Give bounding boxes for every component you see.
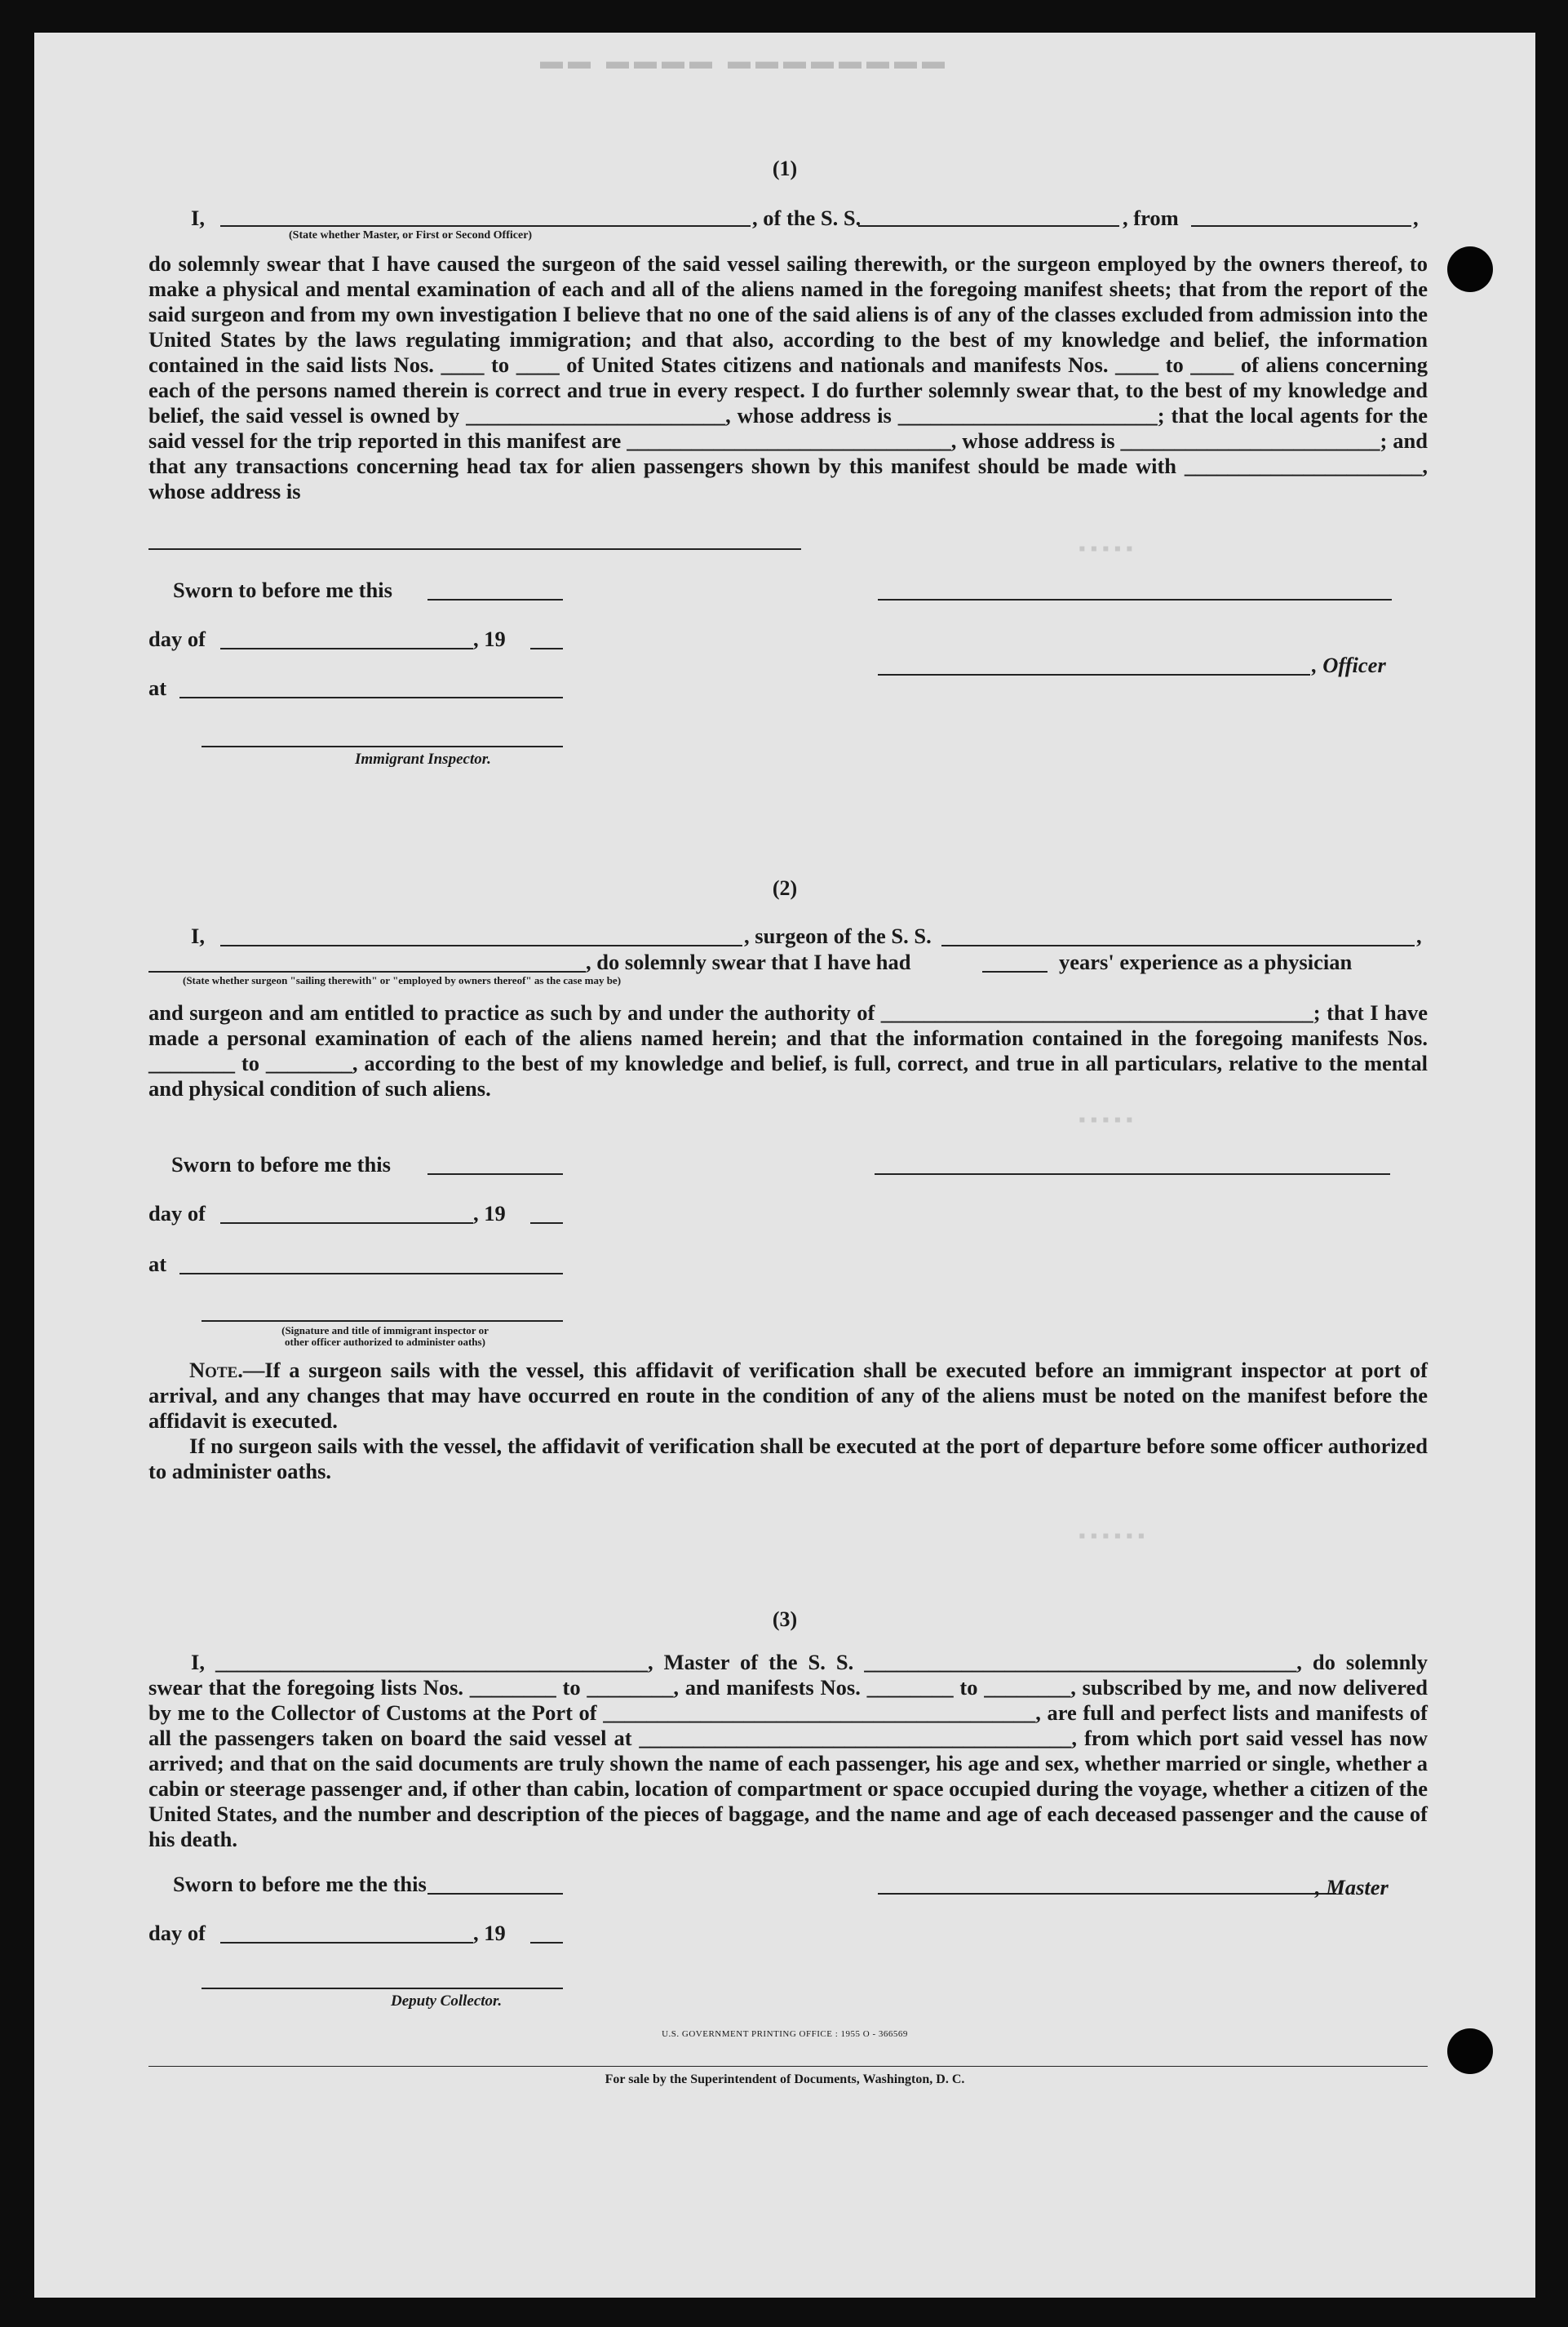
gpo-imprint: U.S. GOVERNMENT PRINTING OFFICE : 1955 O - 366569: [662, 2029, 908, 2039]
line-end-comma: ,: [1413, 206, 1419, 230]
sworn-label-2: Sworn to before me this: [171, 1152, 391, 1177]
collector-signature-field[interactable]: [202, 1988, 563, 1989]
note-text: —If a surgeon sails with the vessel, this affidavit of verification shall be executed before an immigrant inspector at port of arrival, and any changes that may have occurred en route in the condition of any of the aliens must be noted on the manifest before the affidavit is executed.: [148, 1358, 1428, 1433]
section-2-i-label: I,: [191, 924, 205, 948]
at-label-1: at: [148, 676, 167, 700]
note-label: Note.: [189, 1358, 243, 1382]
officer-note: (State whether Master, or First or Second Officer): [289, 229, 533, 242]
of-ss-label: , of the S. S.: [752, 206, 862, 230]
day-of-field-1[interactable]: [220, 648, 473, 649]
surgeon-signature-field[interactable]: [875, 1173, 1390, 1175]
year-label-1: , 19: [473, 627, 506, 651]
day-of-label-1: day of: [148, 627, 206, 651]
from-port-field[interactable]: [1191, 225, 1411, 227]
section-3-paragraph: I, ________________________________________, Master of the S. S. ________________________________________, do solemnly swear that the foregoing lists Nos. ________ to ________, and manifests Nos. ________ to ________, subscribed by me, and now delivered by me to the Collector of Customs at the Port of ________________________________________, are full and perfect lists and manifests of all the passengers taken on board the said vessel at ________________________________________, from which port said vessel has now arrived; and that on the said documents are truly shown the name of each passenger, his age and sex, whether married or single, whether a cabin or steerage passenger and, if other than cabin, location of compartment or space occupied during the voyage, whether a citizen of the United States, and the number and description of the pieces of baggage, and the name and age of each deceased passenger and the cause of his death.: [148, 1650, 1428, 1851]
year-label-3: , 19: [473, 1921, 506, 1945]
year-field-3[interactable]: [530, 1942, 563, 1944]
inspector-signature-field[interactable]: [202, 746, 563, 747]
immigrant-inspector-label: Immigrant Inspector.: [355, 751, 491, 768]
document-page: [34, 33, 1535, 2298]
year-label-2: , 19: [473, 1201, 506, 1226]
years-label: years' experience as a physician: [1059, 950, 1353, 974]
master-label: , Master: [1315, 1875, 1389, 1899]
footer-rule: [148, 2066, 1428, 2067]
for-sale-notice: For sale by the Superintendent of Documents, Washington, D. C.: [605, 2072, 965, 2086]
section-1-number: (1): [772, 157, 798, 180]
section-1-paragraph: do solemnly swear that I have caused the surgeon of the said vessel sailing therewith, or the surgeon employed by the owners thereof, to make a physical and mental examination of each and all of the aliens named in the foregoing manifest sheets; that from the report of the said surgeon and from my own investigation I believe that no one of the said aliens is of any of the classes excluded from admission into the United States by the laws regulating immigration; and that also, according to the best of my knowledge and belief, the information contained in the said lists Nos. ____ to ____ of United States citizens and nationals and manifests Nos. ____ to ____ of aliens concerning each of the persons named therein is correct and true in every respect. I do further solemnly swear that, to the best of my knowledge and belief, the said vessel is owned by ________________________, whose address is ________________________; that the local agents for the said vessel for the trip reported in this manifest are ______________________________, whose address is ________________________; and that any transactions concerning head tax for alien passengers shown by this manifest should be made with ______________________, whose address is: [148, 251, 1428, 503]
years-experience-field[interactable]: [982, 971, 1048, 973]
at-field-1[interactable]: [179, 697, 563, 698]
punch-hole: [1447, 246, 1493, 292]
section-1-i-label: I,: [191, 206, 205, 230]
day-of-label-3: day of: [148, 1921, 206, 1945]
deputy-collector-label: Deputy Collector.: [391, 1992, 503, 2010]
year-field-1[interactable]: [530, 648, 563, 649]
bleed-through-text: ▪ ▪ ▪ ▪ ▪: [1079, 539, 1133, 560]
from-label: , from: [1123, 206, 1179, 230]
surgeon-of-label: , surgeon of the S. S.: [744, 924, 932, 948]
year-field-2[interactable]: [530, 1222, 563, 1224]
bleed-through-text: ▪ ▪ ▪ ▪ ▪: [1079, 1110, 1133, 1131]
at-label-2: at: [148, 1252, 167, 1276]
inspector-signature-field-2[interactable]: [202, 1320, 563, 1322]
day-of-field-2[interactable]: [220, 1222, 473, 1224]
sworn-date-field-3[interactable]: [427, 1893, 563, 1895]
surgeon-ship-field[interactable]: [941, 945, 1415, 946]
officer-label: , Officer: [1312, 653, 1386, 677]
section-2-paragraph: and surgeon and am entitled to practice as such by and under the authority of ________________________________________; that I have made a personal examination of each of the aliens named herein; and that the information contained in the foregoing manifests Nos. ________ to ________, according to the best of my knowledge and belief, is full, correct, and true in all particulars, relative to the mental and physical condition of such aliens.: [148, 1000, 1428, 1101]
signature-note-2: other officer authorized to administer oaths): [285, 1336, 485, 1348]
day-of-field-3[interactable]: [220, 1942, 473, 1944]
day-of-label-2: day of: [148, 1201, 206, 1226]
master-signature-field[interactable]: [878, 1893, 1336, 1895]
ship-name-field[interactable]: [858, 225, 1119, 227]
sworn-label-3: Sworn to before me the this: [173, 1872, 427, 1896]
section-3-number: (3): [772, 1607, 798, 1631]
officer-signature-field[interactable]: [878, 599, 1392, 601]
surgeon-note: (State whether surgeon "sailing therewith" or "employed by owners thereof" as the case may be): [183, 974, 622, 986]
signature-note-1: (Signature and title of immigrant inspector or: [281, 1324, 489, 1336]
officer-title-field[interactable]: [878, 674, 1310, 676]
sworn-date-field-1[interactable]: [427, 599, 563, 601]
section-2-number: (2): [772, 876, 798, 900]
address-field-continued[interactable]: [148, 548, 801, 550]
sworn-label-1: Sworn to before me this: [173, 578, 392, 602]
master-name-field[interactable]: [220, 225, 751, 227]
line-end-comma-2: ,: [1416, 924, 1422, 948]
bleed-through-text: ▪ ▪ ▪ ▪ ▪ ▪: [1079, 1526, 1145, 1547]
sworn-date-field-2[interactable]: [427, 1173, 563, 1175]
note-paragraph-2: If no surgeon sails with the vessel, the affidavit of verification shall be executed at the port of departure before some officer authorized to administer oaths.: [148, 1434, 1428, 1483]
do-swear-label: , do solemnly swear that I have had: [586, 950, 911, 974]
surgeon-status-field[interactable]: [148, 971, 586, 973]
surgeon-name-field[interactable]: [220, 945, 742, 946]
bleed-through-text: ▬▬ ▬▬▬▬ ▬▬▬▬▬▬▬▬: [540, 49, 950, 74]
note-paragraph: [148, 1358, 1428, 1434]
at-field-2[interactable]: [179, 1273, 563, 1274]
